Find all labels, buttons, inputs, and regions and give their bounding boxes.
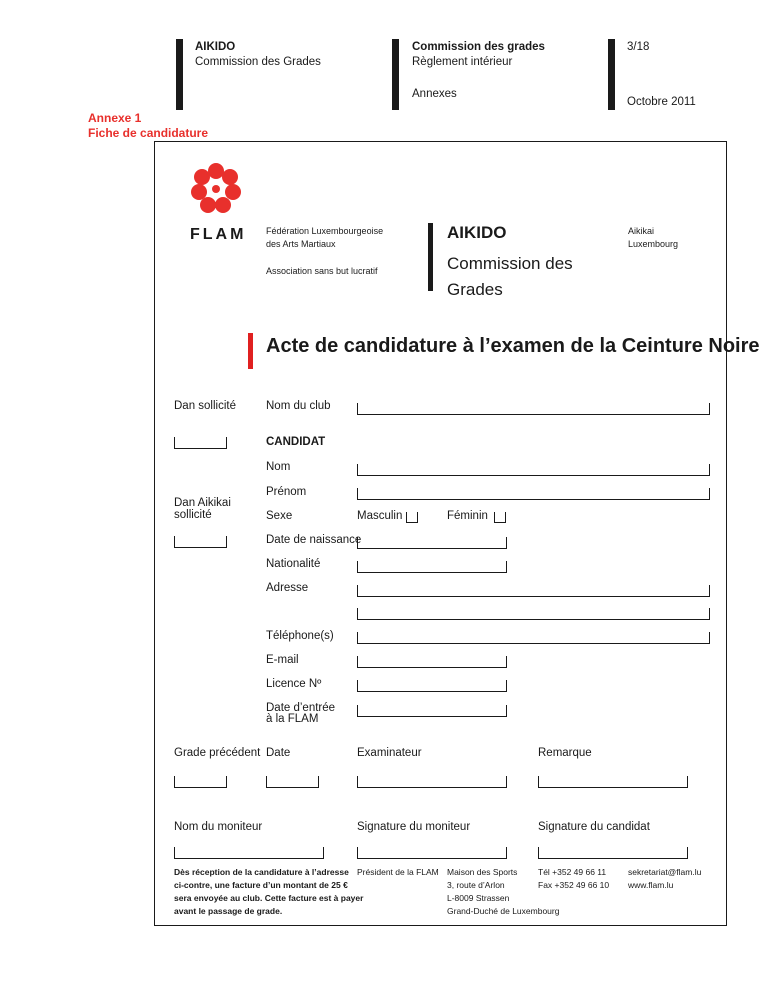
masculin-label: Masculin bbox=[357, 510, 403, 522]
nom-du-club-field[interactable] bbox=[357, 403, 710, 415]
date-entree-label-1: Date d’entrée bbox=[266, 702, 336, 714]
signature-candidat-label: Signature du candidat bbox=[538, 821, 650, 833]
letterhead-commission-2: Grades bbox=[447, 280, 503, 299]
aikikai-name-1: Aikikai bbox=[628, 226, 655, 236]
dan-aikikai-label-2: sollicité bbox=[174, 509, 212, 521]
telephone-label: Téléphone(s) bbox=[266, 630, 334, 642]
prenom-label: Prénom bbox=[266, 486, 307, 498]
feminin-label: Féminin bbox=[447, 510, 488, 522]
date-naissance-field[interactable] bbox=[357, 537, 507, 549]
masculin-checkbox[interactable] bbox=[406, 512, 418, 523]
letterhead-commission-1: Commission des bbox=[447, 254, 573, 273]
header-doc-subtitle: Règlement intérieur bbox=[412, 56, 513, 68]
date-naissance-label: Date de naissance bbox=[266, 534, 362, 546]
annexe-number: Annexe 1 bbox=[88, 111, 142, 125]
header-divider bbox=[392, 39, 399, 110]
signature-moniteur-field[interactable] bbox=[357, 847, 507, 859]
header-date: Octobre 2011 bbox=[627, 96, 696, 108]
email-label: E-mail bbox=[266, 654, 299, 666]
remarque-label: Remarque bbox=[538, 747, 592, 759]
header-divider bbox=[608, 39, 615, 110]
header-aikido: AIKIDO bbox=[195, 41, 236, 53]
header-commission: Commission des Grades bbox=[195, 56, 321, 68]
nom-du-club-label: Nom du club bbox=[266, 400, 331, 412]
federation-name-1: Fédération Luxembourgeoise bbox=[266, 226, 384, 236]
date-entree-label-2: à la FLAM bbox=[266, 713, 319, 725]
form-frame bbox=[154, 141, 727, 926]
annexe-title: Fiche de candidature bbox=[88, 126, 209, 140]
adresse-label: Adresse bbox=[266, 582, 309, 594]
grade-date-field[interactable] bbox=[266, 776, 319, 788]
notice-line-1: Dès réception de la candidature à l’adresse bbox=[174, 867, 349, 877]
address-line-3: L-8009 Strassen bbox=[447, 893, 510, 903]
grade-precedent-label: Grade précédent bbox=[174, 747, 261, 759]
association-type: Association sans but lucratif bbox=[266, 266, 378, 276]
nationalite-field[interactable] bbox=[357, 561, 507, 573]
signature-moniteur-label: Signature du moniteur bbox=[357, 821, 471, 833]
federation-name-2: des Arts Martiaux bbox=[266, 239, 336, 249]
header-section: Annexes bbox=[412, 88, 457, 100]
nom-field[interactable] bbox=[357, 464, 710, 476]
examinateur-label: Examinateur bbox=[357, 747, 422, 759]
prenom-field[interactable] bbox=[357, 488, 710, 500]
nom-moniteur-field[interactable] bbox=[174, 847, 324, 859]
grade-precedent-field[interactable] bbox=[174, 776, 227, 788]
licence-label: Licence Nº bbox=[266, 678, 322, 690]
notice-line-4: avant le passage de grade. bbox=[174, 906, 283, 916]
fax-number: Fax +352 49 66 10 bbox=[538, 880, 610, 890]
form-title: Acte de candidature à l’examen de la Ceinture Noire bbox=[266, 335, 760, 357]
signature-candidat-field[interactable] bbox=[538, 847, 688, 859]
licence-field[interactable] bbox=[357, 680, 507, 692]
header-divider bbox=[176, 39, 183, 110]
feminin-checkbox[interactable] bbox=[494, 512, 506, 523]
phone-number: Tél +352 49 66 11 bbox=[538, 867, 607, 877]
candidat-heading: CANDIDAT bbox=[266, 436, 326, 448]
examinateur-field[interactable] bbox=[357, 776, 507, 788]
adresse-field-2[interactable] bbox=[357, 608, 710, 620]
dan-sollicite-label: Dan sollicité bbox=[174, 400, 236, 412]
dan-aikikai-field[interactable] bbox=[174, 536, 227, 548]
dan-sollicite-field[interactable] bbox=[174, 437, 227, 449]
sexe-label: Sexe bbox=[266, 510, 293, 522]
address-line-4: Grand-Duché de Luxembourg bbox=[447, 906, 560, 916]
remarque-field[interactable] bbox=[538, 776, 688, 788]
letterhead-aikido: AIKIDO bbox=[447, 223, 507, 242]
contact-email[interactable]: sekretariat@flam.lu bbox=[628, 867, 702, 877]
address-line-2: 3, route d’Arlon bbox=[447, 880, 505, 890]
title-accent-bar bbox=[248, 333, 253, 369]
adresse-field-1[interactable] bbox=[357, 585, 710, 597]
header-doc-title: Commission des grades bbox=[412, 41, 545, 53]
flam-flower-logo-icon bbox=[188, 160, 244, 216]
nom-label: Nom bbox=[266, 461, 291, 473]
website-link[interactable]: www.flam.lu bbox=[628, 880, 674, 890]
address-line-1: Maison des Sports bbox=[447, 867, 518, 877]
aikikai-name-2: Luxembourg bbox=[628, 239, 679, 249]
email-field[interactable] bbox=[357, 656, 507, 668]
dan-aikikai-label-1: Dan Aikikai bbox=[174, 497, 231, 509]
page-number: 3/18 bbox=[627, 41, 650, 53]
notice-line-3: sera envoyée au club. Cette facture est à payer bbox=[174, 893, 364, 903]
flam-logo-text: FLAM bbox=[190, 226, 247, 243]
annexe-label bbox=[88, 111, 208, 141]
nationalite-label: Nationalité bbox=[266, 558, 321, 570]
president-label: Président de la FLAM bbox=[357, 867, 439, 877]
letterhead-divider bbox=[428, 223, 433, 291]
date-entree-field[interactable] bbox=[357, 705, 507, 717]
nom-moniteur-label: Nom du moniteur bbox=[174, 821, 263, 833]
date-label: Date bbox=[266, 747, 291, 759]
notice-line-2: ci-contre, une facture d’un montant de 25 € bbox=[174, 880, 348, 890]
telephone-field[interactable] bbox=[357, 632, 710, 644]
